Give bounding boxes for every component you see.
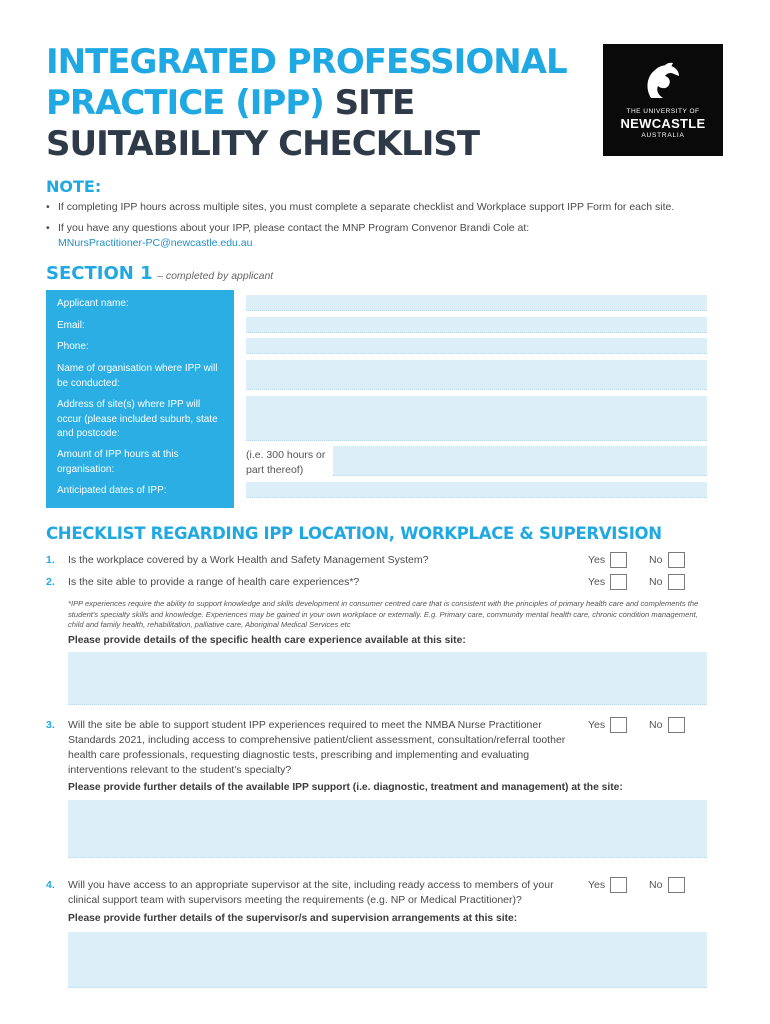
title-line-1: INTEGRATED PROFESSIONAL xyxy=(46,42,567,82)
page-title xyxy=(46,42,586,165)
question-2-number: 2. xyxy=(46,576,55,588)
q4-yes-label: Yes xyxy=(588,879,606,891)
detail-3-field[interactable] xyxy=(68,800,707,858)
title-line-2-dark: SITE xyxy=(323,83,415,123)
detail-3-label: Please provide further details of the available IPP support (i.e. diagnostic, treatment and management) at the site: xyxy=(68,782,623,793)
logo-line-1: THE UNIVERSITY OF xyxy=(626,108,700,115)
question-3-number: 3. xyxy=(46,719,55,731)
email-label: Email: xyxy=(57,320,85,331)
question-1-number: 1. xyxy=(46,554,55,566)
university-logo xyxy=(603,44,723,156)
question-3-text: Will the site be able to support student IPP experiences required to meet the NMBA Nurse Practitioner Standards 2021, including access to comprehensive patient/client assessment, consultation/referral toother health care professionals, requesting diagnostic tests, prescribing and implementing and evaluating interventions relevant to the student's specialty? xyxy=(68,719,566,776)
question-2-text: Is the site able to provide a range of health care experiences*? xyxy=(68,576,360,588)
ipp-hours-field[interactable] xyxy=(333,446,707,476)
q3-no-label: No xyxy=(649,719,663,731)
section-1-subtitle: – completed by applicant xyxy=(157,270,274,282)
detail-4-field[interactable] xyxy=(68,932,707,988)
q4-yes-checkbox[interactable] xyxy=(610,877,627,893)
question-1-text: Is the workplace covered by a Work Health and Safety Management System? xyxy=(68,554,429,566)
section-1-heading xyxy=(46,263,273,284)
email-field[interactable] xyxy=(246,317,707,333)
phone-field[interactable] xyxy=(246,338,707,354)
applicant-name-label: Applicant name: xyxy=(57,298,129,309)
q1-yes-label: Yes xyxy=(588,554,606,566)
q2-yes-label: Yes xyxy=(588,576,606,588)
q2-no-checkbox[interactable] xyxy=(668,574,685,590)
organisation-field[interactable] xyxy=(246,360,707,390)
q2-yes-checkbox[interactable] xyxy=(610,574,627,590)
detail-4-label: Please provide further details of the supervisor/s and supervision arrangements at this site: xyxy=(68,913,518,924)
seahorse-icon xyxy=(641,58,685,104)
bullet: • xyxy=(46,201,50,213)
title-line-2 xyxy=(46,83,586,124)
ipp-hours-label: Amount of IPP hours at this organisation: xyxy=(57,449,179,475)
bullet: • xyxy=(46,222,50,234)
q3-yes-checkbox[interactable] xyxy=(610,717,627,733)
logo-line-2: NEWCASTLE xyxy=(620,116,706,131)
address-field[interactable] xyxy=(246,396,707,441)
question-4-text: Will you have access to an appropriate supervisor at the site, including ready access to members of your clinical support team with supervisors meeting the requirements (e.g. NP or Medical Practitioner)? xyxy=(68,879,554,906)
phone-label: Phone: xyxy=(57,341,89,352)
logo-line-3: AUSTRALIA xyxy=(641,132,685,139)
q1-no-checkbox[interactable] xyxy=(668,552,685,568)
q4-no-label: No xyxy=(649,879,663,891)
q3-yes-label: Yes xyxy=(588,719,606,731)
anticipated-dates-label: Anticipated dates of IPP: xyxy=(57,485,167,496)
checklist-heading: CHECKLIST REGARDING IPP LOCATION, WORKPLACE & SUPERVISION xyxy=(46,524,662,543)
note-item-2-text: If you have any questions about your IPP, please contact the MNP Program Convenor Brandi Cole at: xyxy=(58,222,530,234)
q3-no-checkbox[interactable] xyxy=(668,717,685,733)
title-line-2-blue: PRACTICE (IPP) xyxy=(46,83,324,123)
detail-2-field[interactable] xyxy=(68,652,707,705)
q2-no-label: No xyxy=(649,576,663,588)
note-heading: NOTE: xyxy=(46,177,102,196)
note-item-1-text: If completing IPP hours across multiple sites, you must complete a separate checklist and Workplace support IPP Form for each site. xyxy=(58,201,675,213)
q4-no-checkbox[interactable] xyxy=(668,877,685,893)
q1-yes-checkbox[interactable] xyxy=(610,552,627,568)
detail-2-label: Please provide details of the specific health care experience available at this site: xyxy=(68,635,466,646)
convenor-email-link[interactable]: MNursPractitioner-PC@newcastle.edu.au xyxy=(58,237,253,249)
organisation-label: Name of organisation where IPP will be conducted: xyxy=(57,363,218,389)
health-care-footnote: *IPP experiences require the ability to support knowledge and skills development in consumer centred care that is consistent with the principles of primary health care and complements the student's specialty skills and knowledge. Experiences may be gained in your own workplace or externally. E.g. Primary care, community mental health care, chronic condition management, child and family health, rehabilitation, palliative care, Aboriginal Medical Services etc xyxy=(68,599,699,629)
address-label: Address of site(s) where IPP will occur (please included suburb, state and postcode: xyxy=(57,399,218,439)
applicant-name-field[interactable] xyxy=(246,295,707,311)
question-4-number: 4. xyxy=(46,879,55,891)
title-line-3: SUITABILITY CHECKLIST xyxy=(46,124,480,164)
ipp-hours-hint: (i.e. 300 hours or part thereof) xyxy=(246,449,326,476)
q1-no-label: No xyxy=(649,554,663,566)
anticipated-dates-field[interactable] xyxy=(246,482,707,498)
section-1-title: SECTION 1 xyxy=(46,263,153,284)
